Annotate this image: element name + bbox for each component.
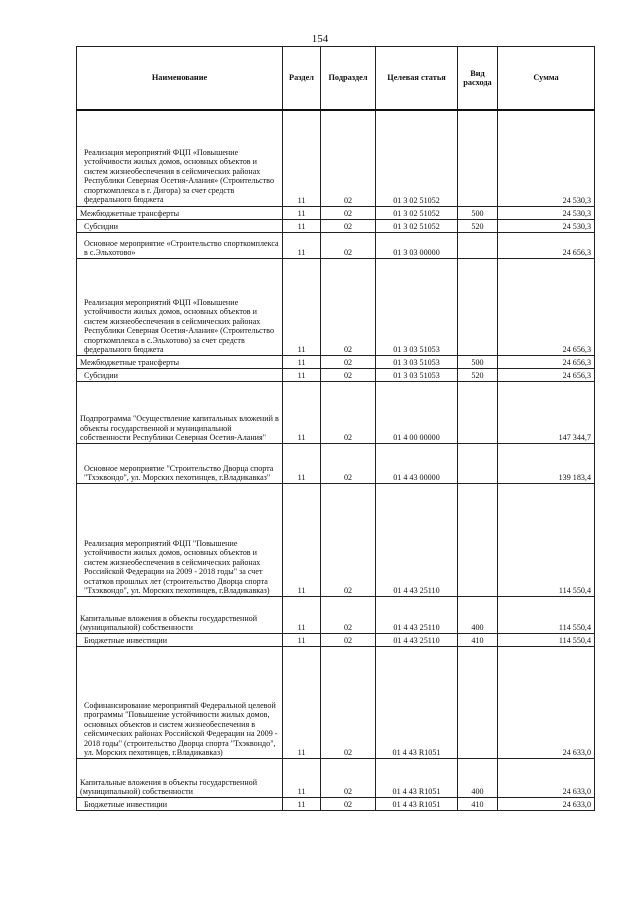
row-amount: 114 550,4: [498, 483, 595, 596]
row-name: Бюджетные инвестиции: [77, 633, 283, 646]
row-section: 11: [283, 355, 321, 368]
row-subsection: 02: [321, 443, 376, 483]
header-name: Наименование: [77, 47, 283, 111]
row-subsection: 02: [321, 219, 376, 232]
row-subsection: 02: [321, 258, 376, 355]
row-section: 11: [283, 596, 321, 633]
row-expense-type: 520: [458, 219, 498, 232]
row-expense-type: 500: [458, 355, 498, 368]
row-section: 11: [283, 258, 321, 355]
row-expense-type: 400: [458, 596, 498, 633]
header-subsection: Подраздел: [321, 47, 376, 111]
table-row: [77, 232, 595, 258]
row-target: 01 4 43 25110: [376, 633, 458, 646]
row-expense-type: [458, 381, 498, 443]
header-section: Раздел: [283, 47, 321, 111]
table-row: [77, 355, 595, 368]
row-name: Реализация мероприятий ФЦП «Повышение устойчивости жилых домов, основных объектов и систем жизнеобеспечения в сейсмических районах Республики Северная Осетия-Алания» (Строительство спорткомплекса в г. Дигора) за счет средств федерального бюджета: [77, 110, 283, 206]
table-body: [77, 110, 595, 810]
row-section: 11: [283, 646, 321, 758]
row-target: 01 4 43 R1051: [376, 797, 458, 810]
row-target: 01 3 03 51053: [376, 258, 458, 355]
row-section: 11: [283, 110, 321, 206]
row-target: 01 4 43 00000: [376, 443, 458, 483]
row-subsection: 02: [321, 110, 376, 206]
table-row: [77, 368, 595, 381]
row-name: Субсидии: [77, 219, 283, 232]
row-name: Бюджетные инвестиции: [77, 797, 283, 810]
row-name: Межбюджетные трансферты: [77, 206, 283, 219]
table-row: [77, 206, 595, 219]
row-amount: 114 550,4: [498, 633, 595, 646]
row-target: 01 4 43 R1051: [376, 646, 458, 758]
row-section: 11: [283, 797, 321, 810]
row-subsection: 02: [321, 381, 376, 443]
row-section: 11: [283, 232, 321, 258]
row-amount: 24 633,0: [498, 797, 595, 810]
row-subsection: 02: [321, 758, 376, 797]
row-subsection: 02: [321, 797, 376, 810]
row-section: 11: [283, 381, 321, 443]
row-amount: 24 656,3: [498, 355, 595, 368]
row-amount: 24 633,0: [498, 646, 595, 758]
row-subsection: 02: [321, 206, 376, 219]
row-expense-type: 410: [458, 797, 498, 810]
row-name: Субсидии: [77, 368, 283, 381]
row-subsection: 02: [321, 633, 376, 646]
row-subsection: 02: [321, 483, 376, 596]
row-name: Основное мероприятие «Строительство спорткомплекса в с.Эльхотово»: [77, 232, 283, 258]
table-row: [77, 758, 595, 797]
header-amount: Сумма: [498, 47, 595, 111]
row-expense-type: [458, 443, 498, 483]
page-number: 154: [311, 33, 329, 45]
row-target: 01 3 03 00000: [376, 232, 458, 258]
row-target: 01 3 02 51052: [376, 110, 458, 206]
table-row: [77, 258, 595, 355]
row-target: 01 3 03 51053: [376, 355, 458, 368]
table-row: [77, 443, 595, 483]
row-section: 11: [283, 443, 321, 483]
table-row: [77, 381, 595, 443]
row-name: Софинансирование мероприятий Федеральной целевой программы "Повышение устойчивости жилых домов, основных объектов и систем жизнеобеспечения в сейсмических районах Российской Федерации на 2009 - 2018 годы" (строительство Дворца спорта "Тхэквондо", ул. Морских пехотинцев, г.Владикавказ): [77, 646, 283, 758]
row-name: Реализация мероприятий ФЦП "Повышение устойчивости жилых домов, основных объектов и систем жизнеобеспечения в сейсмических районах Российской Федерации на 2009 - 2018 годы" за счет остатков прошлых лет (строительство Дворца спорта "Тхэквондо", ул. Морских пехотинцев, г.Владикавказ): [77, 483, 283, 596]
row-subsection: 02: [321, 646, 376, 758]
row-expense-type: 400: [458, 758, 498, 797]
table-row: [77, 596, 595, 633]
row-target: 01 3 02 51052: [376, 219, 458, 232]
row-expense-type: 410: [458, 633, 498, 646]
row-target: 01 4 43 25110: [376, 483, 458, 596]
row-expense-type: [458, 232, 498, 258]
row-expense-type: [458, 110, 498, 206]
row-expense-type: [458, 483, 498, 596]
row-amount: 24 656,3: [498, 258, 595, 355]
table-row: [77, 646, 595, 758]
row-name: Реализация мероприятий ФЦП «Повышение устойчивости жилых домов, основных объектов и систем жизнеобеспечения в сейсмических районах Республики Северная Осетия-Алания» (Строительство спорткомплекса в с.Эльхотово) за счет средств федерального бюджета: [77, 258, 283, 355]
row-section: 11: [283, 633, 321, 646]
table-row: [77, 110, 595, 206]
header-target: Целевая статья: [376, 47, 458, 111]
row-target: 01 4 43 R1051: [376, 758, 458, 797]
row-amount: 24 530,3: [498, 110, 595, 206]
table-row: [77, 797, 595, 810]
row-name: Межбюджетные трансферты: [77, 355, 283, 368]
budget-table: [76, 46, 595, 811]
row-name: Капитальные вложения в объекты государственной (муниципальной) собственности: [77, 596, 283, 633]
row-amount: 139 183,4: [498, 443, 595, 483]
row-expense-type: [458, 646, 498, 758]
row-subsection: 02: [321, 232, 376, 258]
row-subsection: 02: [321, 596, 376, 633]
row-target: 01 3 02 51052: [376, 206, 458, 219]
row-amount: 24 530,3: [498, 206, 595, 219]
row-name: Подпрограмма "Осуществление капитальных вложений в объекты государственной и муниципальной собственности Республики Северная Осетия-Алания": [77, 381, 283, 443]
row-target: 01 4 43 25110: [376, 596, 458, 633]
row-section: 11: [283, 219, 321, 232]
row-amount: 24 633,0: [498, 758, 595, 797]
table-row: [77, 219, 595, 232]
row-name: Капитальные вложения в объекты государственной (муниципальной) собственности: [77, 758, 283, 797]
row-amount: 114 550,4: [498, 596, 595, 633]
row-amount: 24 656,3: [498, 368, 595, 381]
table-header-row: [77, 47, 595, 111]
row-section: 11: [283, 368, 321, 381]
row-expense-type: 500: [458, 206, 498, 219]
table-row: [77, 633, 595, 646]
table-row: [77, 483, 595, 596]
row-name: Основное мероприятие "Строительство Дворца спорта "Тхэквондо", ул. Морских пехотинцев, г.Владикавказ": [77, 443, 283, 483]
row-subsection: 02: [321, 368, 376, 381]
row-expense-type: [458, 258, 498, 355]
row-target: 01 3 03 51053: [376, 368, 458, 381]
row-section: 11: [283, 758, 321, 797]
header-expense-type: Вид расхода: [458, 47, 498, 111]
row-amount: 147 344,7: [498, 381, 595, 443]
row-amount: 24 656,3: [498, 232, 595, 258]
row-target: 01 4 00 00000: [376, 381, 458, 443]
row-expense-type: 520: [458, 368, 498, 381]
row-amount: 24 530,3: [498, 219, 595, 232]
row-section: 11: [283, 206, 321, 219]
row-subsection: 02: [321, 355, 376, 368]
row-section: 11: [283, 483, 321, 596]
